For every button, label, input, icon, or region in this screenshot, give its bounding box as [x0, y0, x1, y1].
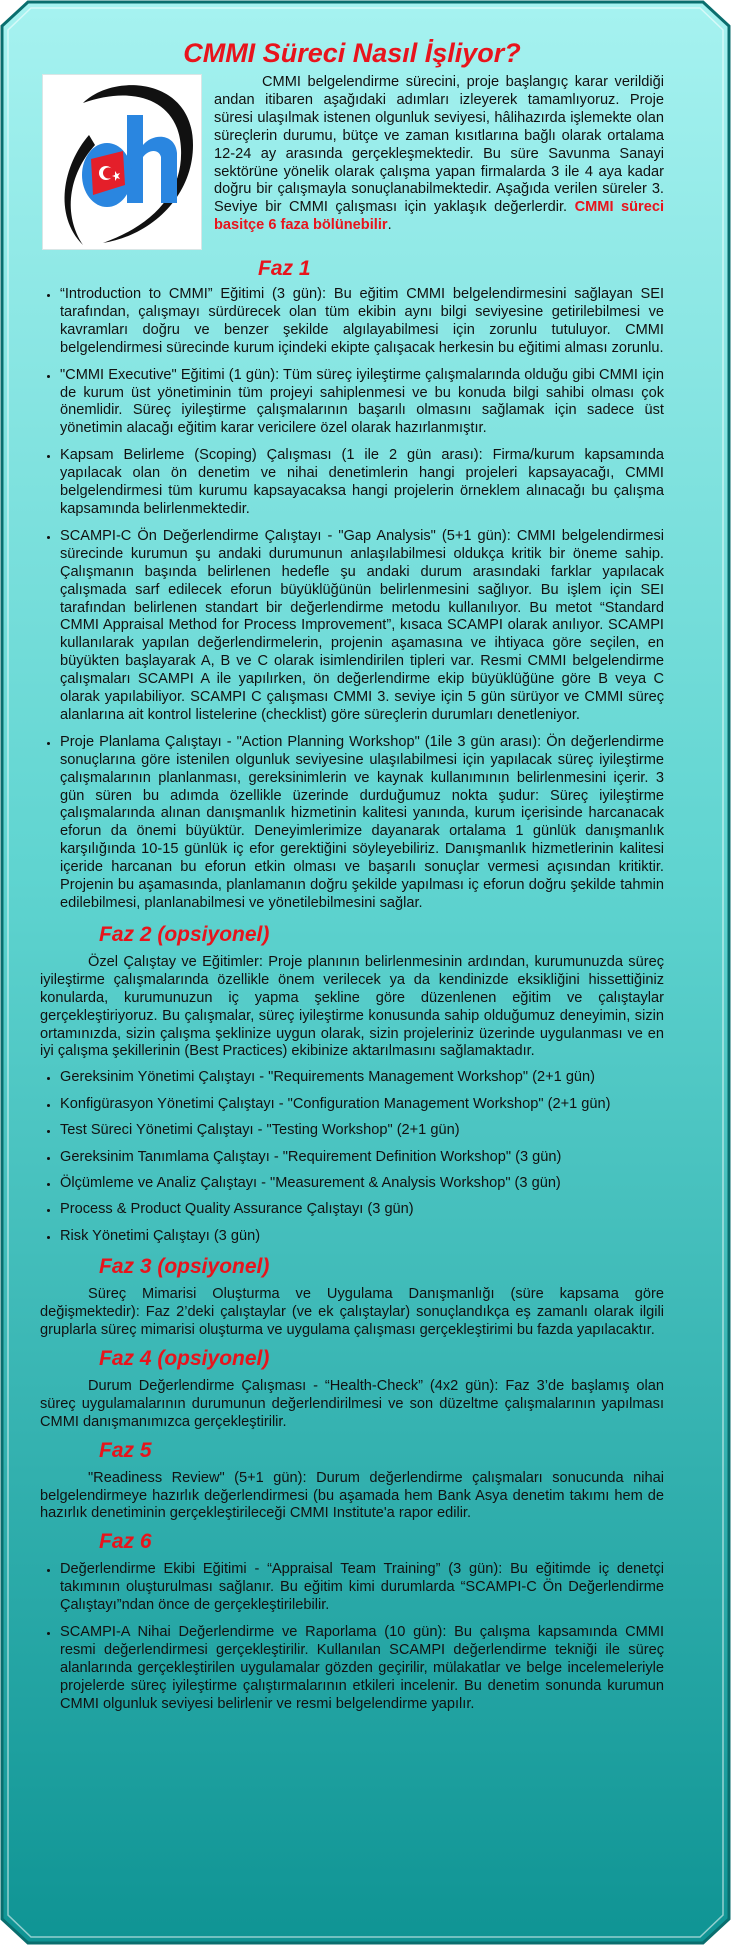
faz3-paragraph: Süreç Mimarisi Oluşturma ve Uygulama Danışmanlığı (süre kapsama göre değişmektedir): Faz 2’deki çalıştaylar (ve ek çalıştaylar) sonuçlandıkça eş zamanlı olarak ilgili gruplarla süreç mimarisi oluşturma ve uygulama çalışması gerçekleştirimi bu fazda yapılacaktır.: [40, 1286, 664, 1338]
list-item: • Ölçümleme ve Analiz Çalıştayı - "Measurement & Analysis Workshop" (3 gün): [59, 1175, 664, 1193]
page-title: CMMI Süreci Nasıl İşliyor?: [183, 38, 521, 68]
faz1-list: [40, 286, 664, 913]
list-item: • Kapsam Belirleme (Scoping) Çalışması (1 ile 2 gün arası): Firma/kurum kapsamında yapılacak olan ön denetim ve nihai denetimlerin hangi projeleri kapsayacağı, CMMI belgelendirmesi tüm kurumu kapsayacaksa hangi projelerin örneklem alınacağı bu çalışma kapsamında belirlenmektedir.: [59, 447, 664, 519]
intro-suffix: .: [387, 217, 392, 234]
intro-highlight: CMMI süreci basitçe 6 faza bölünebilir: [214, 199, 665, 234]
list-item: • Konfigürasyon Yönetimi Çalıştayı - "Configuration Management Workshop" (2+1 gün): [59, 1096, 664, 1114]
faz1-heading: Faz 1: [258, 257, 311, 280]
company-logo: [42, 74, 202, 250]
list-item: • “Introduction to CMMI” Eğitimi (3 gün): Bu eğitim CMMI belgelendirmesini sağlayan SEI tarafından, çalışmayı sürdürecek olan tüm ekibin aynı bilgi seviyesine getirilebilmesi ve kavramları doğru ve benzer şekilde algılayabilmesi için zorunlu tutuluyor. CMMI belgelendirmesi sürecinde kurum içindeki ekipte çalışacak herkesin bu eğitimi alması zorunlu.: [59, 286, 664, 358]
faz2-heading: Faz 2 (opsiyonel): [99, 922, 270, 946]
faz4-paragraph: Durum Değerlendirme Çalışması - “Health-Check” (4x2 gün): Faz 3’de başlamış olan süreç uygulamalarının durumunun değerlendirilmesi ve son düzeltme çalışmalarının yapılması CMMI danışmanımızca gerçekleştirilir.: [40, 1377, 664, 1430]
main-content: [40, 36, 664, 1723]
list-item: • Proje Planlama Çalıştayı - "Action Planning Workshop" (1ile 3 gün arası): Ön değerlendirme sonuçlarına göre istenilen olgunluk seviyesine ulaşılabilmesi için yapılacak süreç iyileştirme çalışmalarının planlanması, gereksinimlerin ve kaynak kullanımının belirlenmesini içerir. 3 gün süren bu adımda özellikle üzerinde durduğumuz nokta şudur: Süreç iyileştirme çalışmalarında alınan danışmanlık hizmetinin kalitesi yanında, kurum içerisinde harcanacak eforun da önemi büyüktür. Deneyimlerimize dayanarak ortalama 1 günlük danışmanlık karşılığında 10-15 günlük iç efor gerektiğini söyleyebiliriz. Danışmanlık hizmetlerinin kalitesi içeride harcanan bu eforun etkin olması ve başarılı sonuçlar vermesi açısından kritiktir. Projenin bu aşamasında, planlamanın doğru şekilde yapılması iç eforun doğru şekilde tahmin edilebilmesi, planlanabilmesi ve yönetilebilmesini sağlar.: [59, 734, 664, 913]
list-item: • Değerlendirme Ekibi Eğitimi - “Appraisal Team Training” (3 gün): Bu eğitimde iç denetçi takımının oluşturulması sağlanır. Bu eğitim kimi durumlarda “SCAMPI-C Ön Değerlendirme Çalıştayı”ndan önce de gerçekleştirilebilir.: [59, 1561, 664, 1615]
list-item: • Risk Yönetimi Çalıştayı (3 gün): [59, 1228, 664, 1246]
list-item: • Gereksinim Yönetimi Çalıştayı - "Requirements Management Workshop" (2+1 gün): [59, 1069, 664, 1087]
list-item: • Test Süreci Yönetimi Çalıştayı - "Testing Workshop" (2+1 gün): [59, 1122, 664, 1140]
faz6-heading: Faz 6: [99, 1530, 152, 1554]
list-item: • SCAMPI-C Ön Değerlendirme Çalıştayı - "Gap Analysis" (5+1 gün): CMMI belgelendirmesi sürecinde kurumun şu andaki durumunun anlaşılabilmesi oldukça kritik bir öneme sahip. Çalışmanın başında belirlenen hedefle şu andaki durum arasındaki farklar yapılacak çalışmada sarf edilecek eforun büyüklüğünün belirlenmesini sağlıyor. Bu işlem için SEI tarafından belirlenen standart bir değerlendirme metodu kullanılıyor. Bu metot “Standard CMMI Appraisal Method for Process Improvement”, kısaca SCAMPI olarak anılıyor. SCAMPI kullanılarak yapılan değerlendirmelerin, projenin aşamasına ve ihtiyaca göre seçilen, en büyükten başlayarak A, B ve C olarak isimlendirilen tipleri var. Resmi CMMI belgelendirme çalışmaları SCAMPI A ile yapılırken, ön değerlendirme ekip büyüklüğüne göre B veya C olarak yapılabiliyor. SCAMPI C çalışması CMMI 3. seviye için 5 gün sürüyor ve CMMI süreç alanlarına ait kontrol listelerine (checklist) göre süreçlerin durumları denetleniyor.: [59, 528, 664, 725]
faz5-paragraph: "Readiness Review" (5+1 gün): Durum değerlendirme çalışmaları sonucunda nihai belgelendirmeye hazırlık değerlendirmesi (bu aşamada hem Bank Asya denetim takımı hem de hazırlık denetiminin gerçekleştirileceği CMMI Institute'a rapor edilir.: [40, 1469, 664, 1522]
faz2-list: [40, 1069, 664, 1245]
hollow-h-logo-icon: [43, 75, 201, 249]
list-item: • Process & Product Quality Assurance Çalıştayı (3 gün): [59, 1201, 664, 1219]
faz5-heading: Faz 5: [99, 1438, 152, 1462]
faz3-heading: Faz 3 (opsiyonel): [99, 1255, 270, 1279]
list-item: • SCAMPI-A Nihai Değerlendirme ve Raporlama (10 gün): Bu çalışma kapsamında CMMI resmi değerlendirmesi gerçekleştirilir. Kullanılan SCAMPI değerlendirme tekniği ile süreç alanlarında gerçekleştirilen uygulamalar gözden geçirilir, mülakatlar ve belge incelemeleriyle projelerde süreç iyileştirme çalıştırmalarının etkileri incelenir. Bu denetim sonunda kurumun CMMI olgunluk seviyesi belirlenir ve resmi belgelendirme yapılır.: [59, 1624, 664, 1714]
intro-text: CMMI belgelendirme sürecini, proje başlangıç karar verildiği andan itibaren aşağıdaki adımları izleyerek tamamlıyoruz. Proje süresi ulaşılmak istenen olgunluk seviyesi, hâlihazırda işlemekte olan süreçlerin durumu, bütçe ve zaman kısıtlarına bağlı olarak ortalama 12-24 ay arasında gerçekleşmektedir. Bu süre Savunma Sanayi sektörüne yönelik olarak çalışma yapan firmalarda 3 ile 4 aya kadar doğru bir çalışmayla sonuçlanabilmektedir. Aşağıda verilen süreler 3. Seviye bir CMMI çalışması için yaklaşık değerlerdir.: [214, 74, 664, 216]
faz4-heading: Faz 4 (opsiyonel): [99, 1346, 270, 1370]
intro-section: [40, 74, 664, 254]
faz2-paragraph: Özel Çalıştay ve Eğitimler: Proje planının belirlenmesinin ardından, kurumunuzda süreç iyileştirme çalışmalarında özellikle önem verilecek ya da kendinizde eksikliğini hissettiğiniz konularda, kurumunuzun iç yapma şekline göre düzenlenen eğitim ve çalıştaylar gerçekleştiriyoruz. Bu çalışmalar, süreç iyileştirme konusunda sahip olduğumuz deneyimin, sizin ortamınızda, sizin çalışma şeklinize uygun olarak, sizin projeleriniz üzerinde uygulanması ve en iyi çalışma şekillerinin (Best Practices) ekibinize aktarılmasını sağlamaktadır.: [40, 953, 664, 1060]
list-item: • "CMMI Executive" Eğitimi (1 gün): Tüm süreç iyileştirme çalışmalarında olduğu gibi CMMI için de kurum üst yönetiminin tüm projeyi sahiplenmesi ve bu konuda bilgi sahibi olması çok önemlidir. Süreç iyileştirme çalışmalarının başarılı olmasını sağlamak için sadece üst yönetimin alacağı eğitim karar vericilere özel olarak hazırlanmıştır.: [59, 367, 664, 439]
list-item: • Gereksinim Tanımlama Çalıştayı - "Requirement Definition Workshop" (3 gün): [59, 1149, 664, 1167]
faz6-list: [40, 1561, 664, 1713]
